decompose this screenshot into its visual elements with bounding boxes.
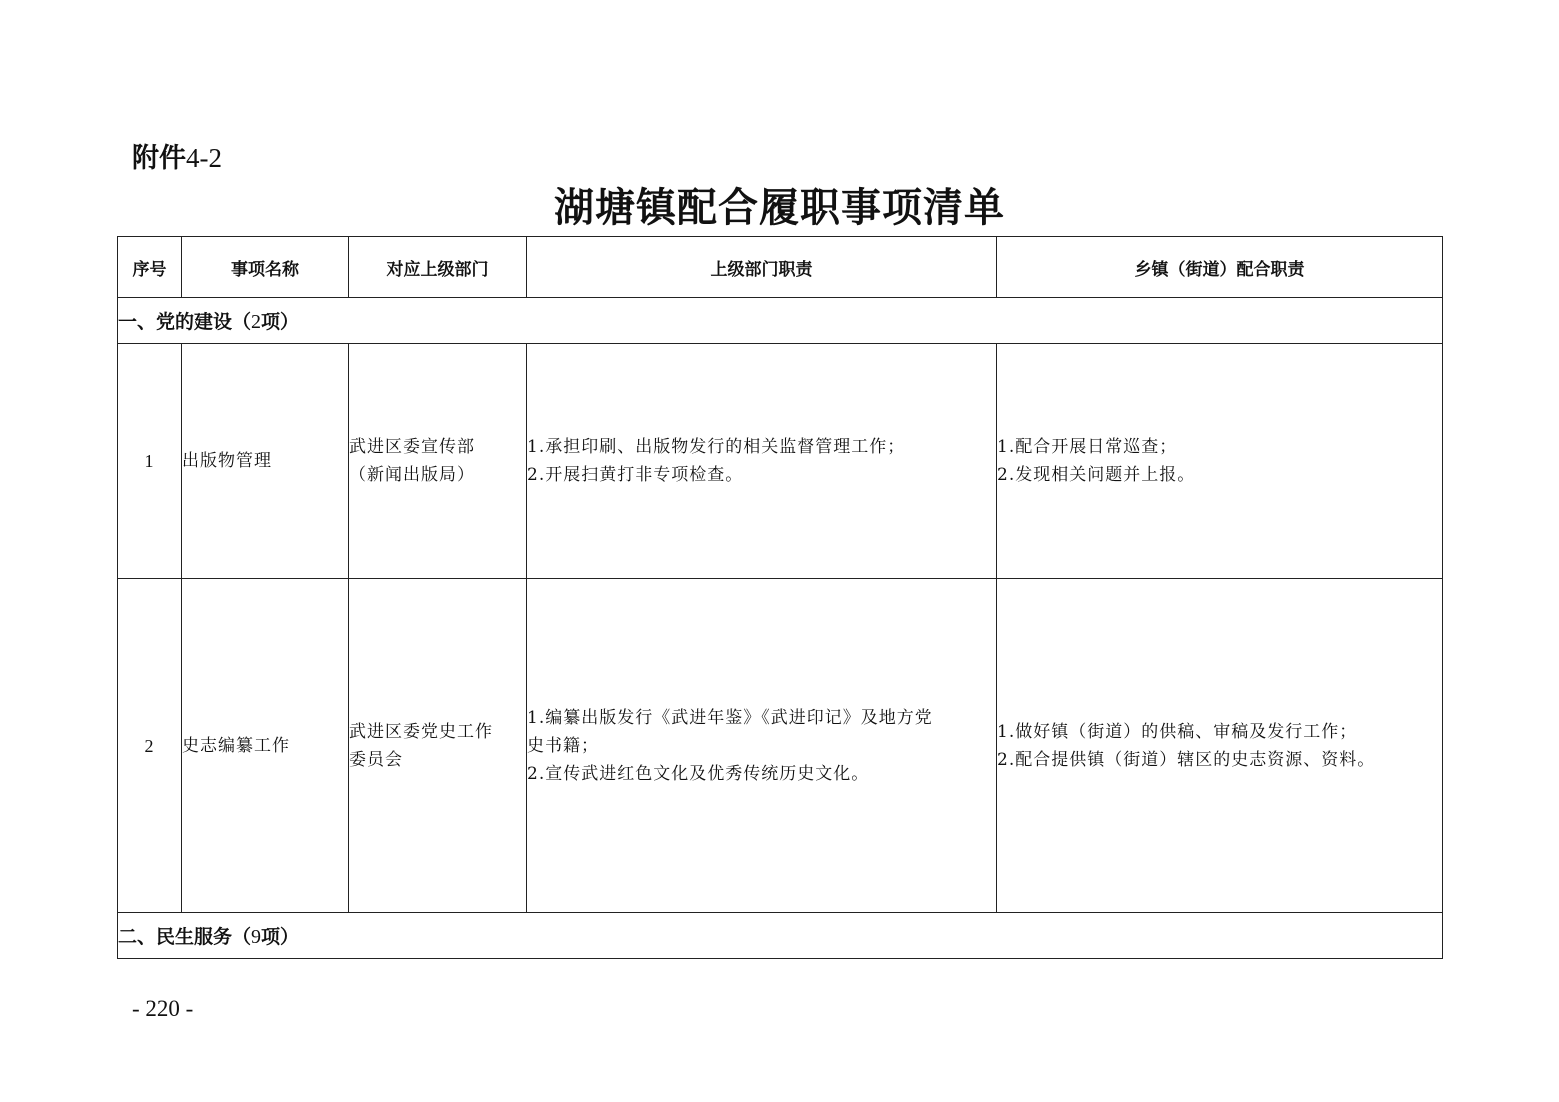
section-name: 二、民生服务（ [118,926,252,948]
dept-line: （新闻出版局） [349,465,475,485]
section-row [118,298,1443,344]
column-header-seq: 序号 [118,237,182,298]
row-seq: 1 [118,344,182,579]
row-upper-duty [527,579,997,913]
column-header-upper-duty: 上级部门职责 [527,237,997,298]
row-dept [349,344,527,579]
dept-line: 武进区委宣传部 [349,437,475,457]
attachment-prefix: 附件 [132,143,186,174]
duty-line: 2.开展扫黄打非专项检查。 [527,465,744,485]
duty-table [117,236,1443,959]
section-suffix: 项） [261,311,300,333]
section-name: 一、党的建设（ [118,311,252,333]
column-header-item: 事项名称 [182,237,349,298]
duty-line: 史书籍； [527,735,599,756]
table-row [118,579,1443,913]
attachment-number: 4-2 [186,143,222,173]
attachment-label [132,136,222,175]
row-town-duty [997,344,1443,579]
row-dept [349,579,527,913]
row-seq: 2 [118,579,182,913]
page-title: 湖塘镇配合履职事项清单 [554,184,1005,231]
page-number: - 220 - [132,996,194,1021]
section-title-livelihood [118,913,1443,959]
section-count: 9 [251,926,262,948]
duty-line: 1.编纂出版发行《武进年鉴》《武进印记》及地方党 [527,707,933,728]
table-row [118,344,1443,579]
duty-line: 2.发现相关问题并上报。 [997,465,1196,485]
row-item-name: 史志编纂工作 [182,579,349,913]
section-title-party [118,298,1443,344]
row-town-duty [997,579,1443,913]
section-suffix: 项） [261,926,300,948]
row-item-name: 出版物管理 [182,344,349,579]
duty-line: 1.承担印刷、出版物发行的相关监督管理工作； [527,437,906,457]
table-header-row [118,237,1443,298]
duty-line: 1.做好镇（街道）的供稿、审稿及发行工作； [997,721,1358,742]
dept-line: 武进区委党史工作 [349,721,493,742]
column-header-town-duty: 乡镇（街道）配合职责 [997,237,1443,298]
duty-line: 2.配合提供镇（街道）辖区的史志资源、资料。 [997,749,1376,770]
column-header-dept: 对应上级部门 [349,237,527,298]
row-upper-duty [527,344,997,579]
duty-line: 1.配合开展日常巡查； [997,437,1178,457]
duty-line: 2.宣传武进红色文化及优秀传统历史文化。 [527,763,870,784]
dept-line: 委员会 [349,749,403,770]
section-count: 2 [251,311,262,333]
section-row [118,913,1443,959]
